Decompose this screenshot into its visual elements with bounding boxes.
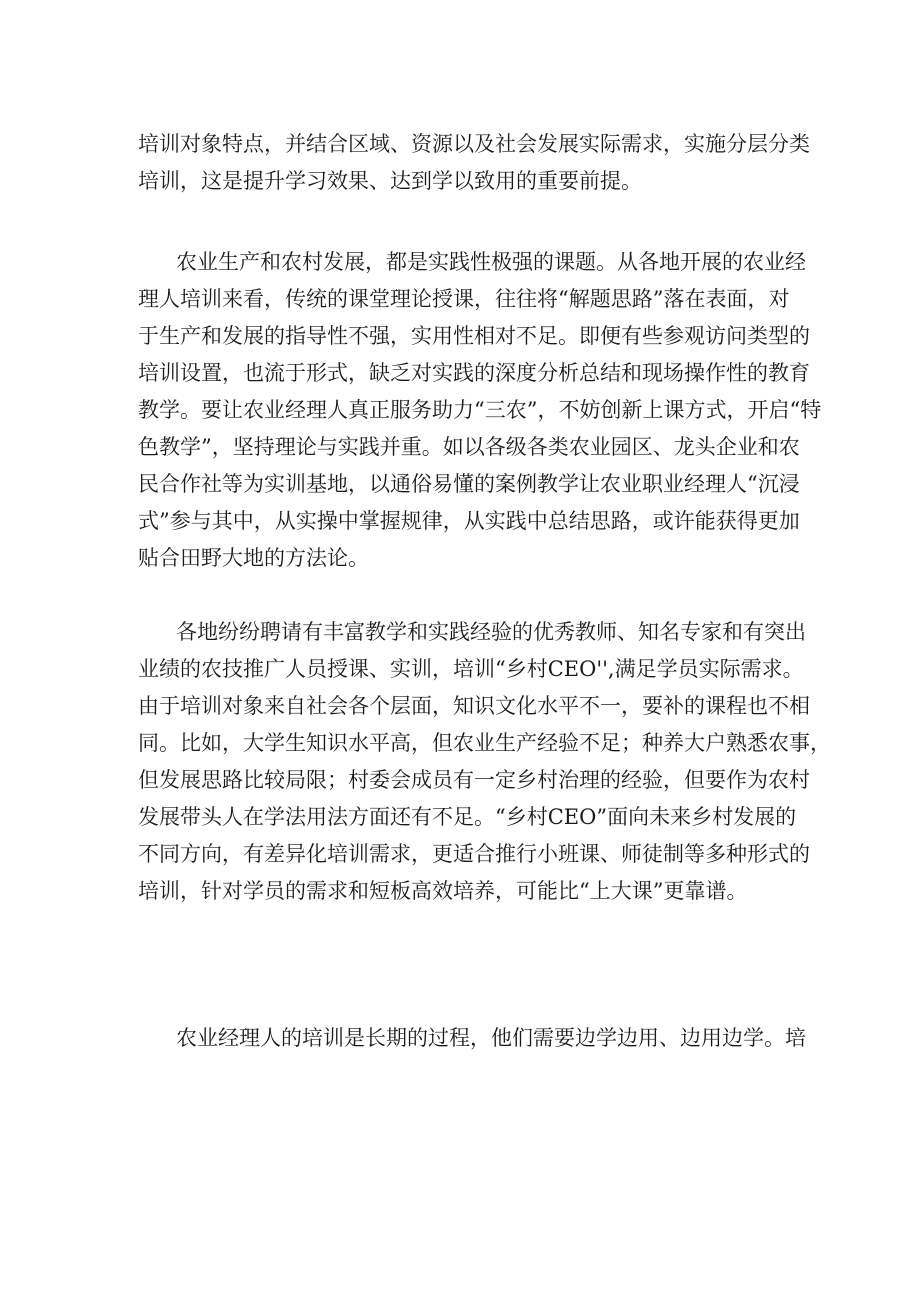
paragraph-line: 式”参与其中，从实操中掌握规律，从实践中总结思路，或许能获得更加 (138, 509, 800, 533)
paragraph-line: 农业生产和农村发展，都是实践性极强的课题。从各地开展的农业经 (176, 250, 806, 274)
paragraph-line: 贴合田野大地的方法论。 (138, 546, 369, 570)
paragraph-line: 理人培训来看，传统的课堂理论授课，往往将“解题思路”落在表面，对 (138, 287, 790, 311)
paragraph-line: 发展带头人在学法用法方面还有不足。“乡村CEO”面向未来乡村发展的 (138, 805, 797, 829)
paragraph-line: 培训设置，也流于形式，缺乏对实践的深度分析总结和现场操作性的教育 (138, 361, 810, 385)
paragraph-1 (138, 126, 810, 200)
paragraph-line: 由于培训对象来自社会各个层面，知识文化水平不一，要补的课程也不相 (138, 694, 810, 718)
paragraph-line: 于生产和发展的指导性不强，实用性相对不足。即便有些参观访问类型的 (138, 324, 810, 348)
paragraph-line: 色教学”，坚持理论与实践并重。如以各级各类农业园区、龙头企业和农 (138, 435, 800, 459)
paragraph-3 (138, 614, 831, 910)
paragraph-line: 培训，这是提升学习效果、达到学以致用的重要前提。 (138, 169, 642, 193)
paragraph-line: 培训对象特点，并结合区域、资源以及社会发展实际需求，实施分层分类 (138, 132, 810, 156)
paragraph-line: 各地纷纷聘请有丰富教学和实践经验的优秀教师、知名专家和有突出 (176, 620, 806, 644)
paragraph-line: 同。比如，大学生知识水平高，但农业生产经验不足；种养大户熟悉农事， (138, 731, 831, 755)
paragraph-4 (138, 1020, 806, 1057)
paragraph-2 (138, 244, 822, 577)
paragraph-line: 培训，针对学员的需求和短板高效培养，可能比“上大课”更靠谱。 (138, 879, 748, 903)
paragraph-line: 教学。要让农业经理人真正服务助力“三农”，不妨创新上课方式，开启“特 (138, 398, 822, 422)
paragraph-line: 不同方向，有差异化培训需求，更适合推行小班课、师徒制等多种形式的 (138, 842, 810, 866)
paragraph-line: 但发展思路比较局限；村委会成员有一定乡村治理的经验，但要作为农村 (138, 768, 810, 792)
paragraph-line: 业绩的农技推广人员授课、实训，培训“乡村CEO'',满足学员实际需求。 (138, 657, 804, 681)
paragraph-line: 民合作社等为实训基地，以通俗易懂的案例教学让农业职业经理人“沉浸 (138, 472, 800, 496)
paragraph-line: 农业经理人的培训是长期的过程，他们需要边学边用、边用边学。培 (176, 1026, 806, 1050)
